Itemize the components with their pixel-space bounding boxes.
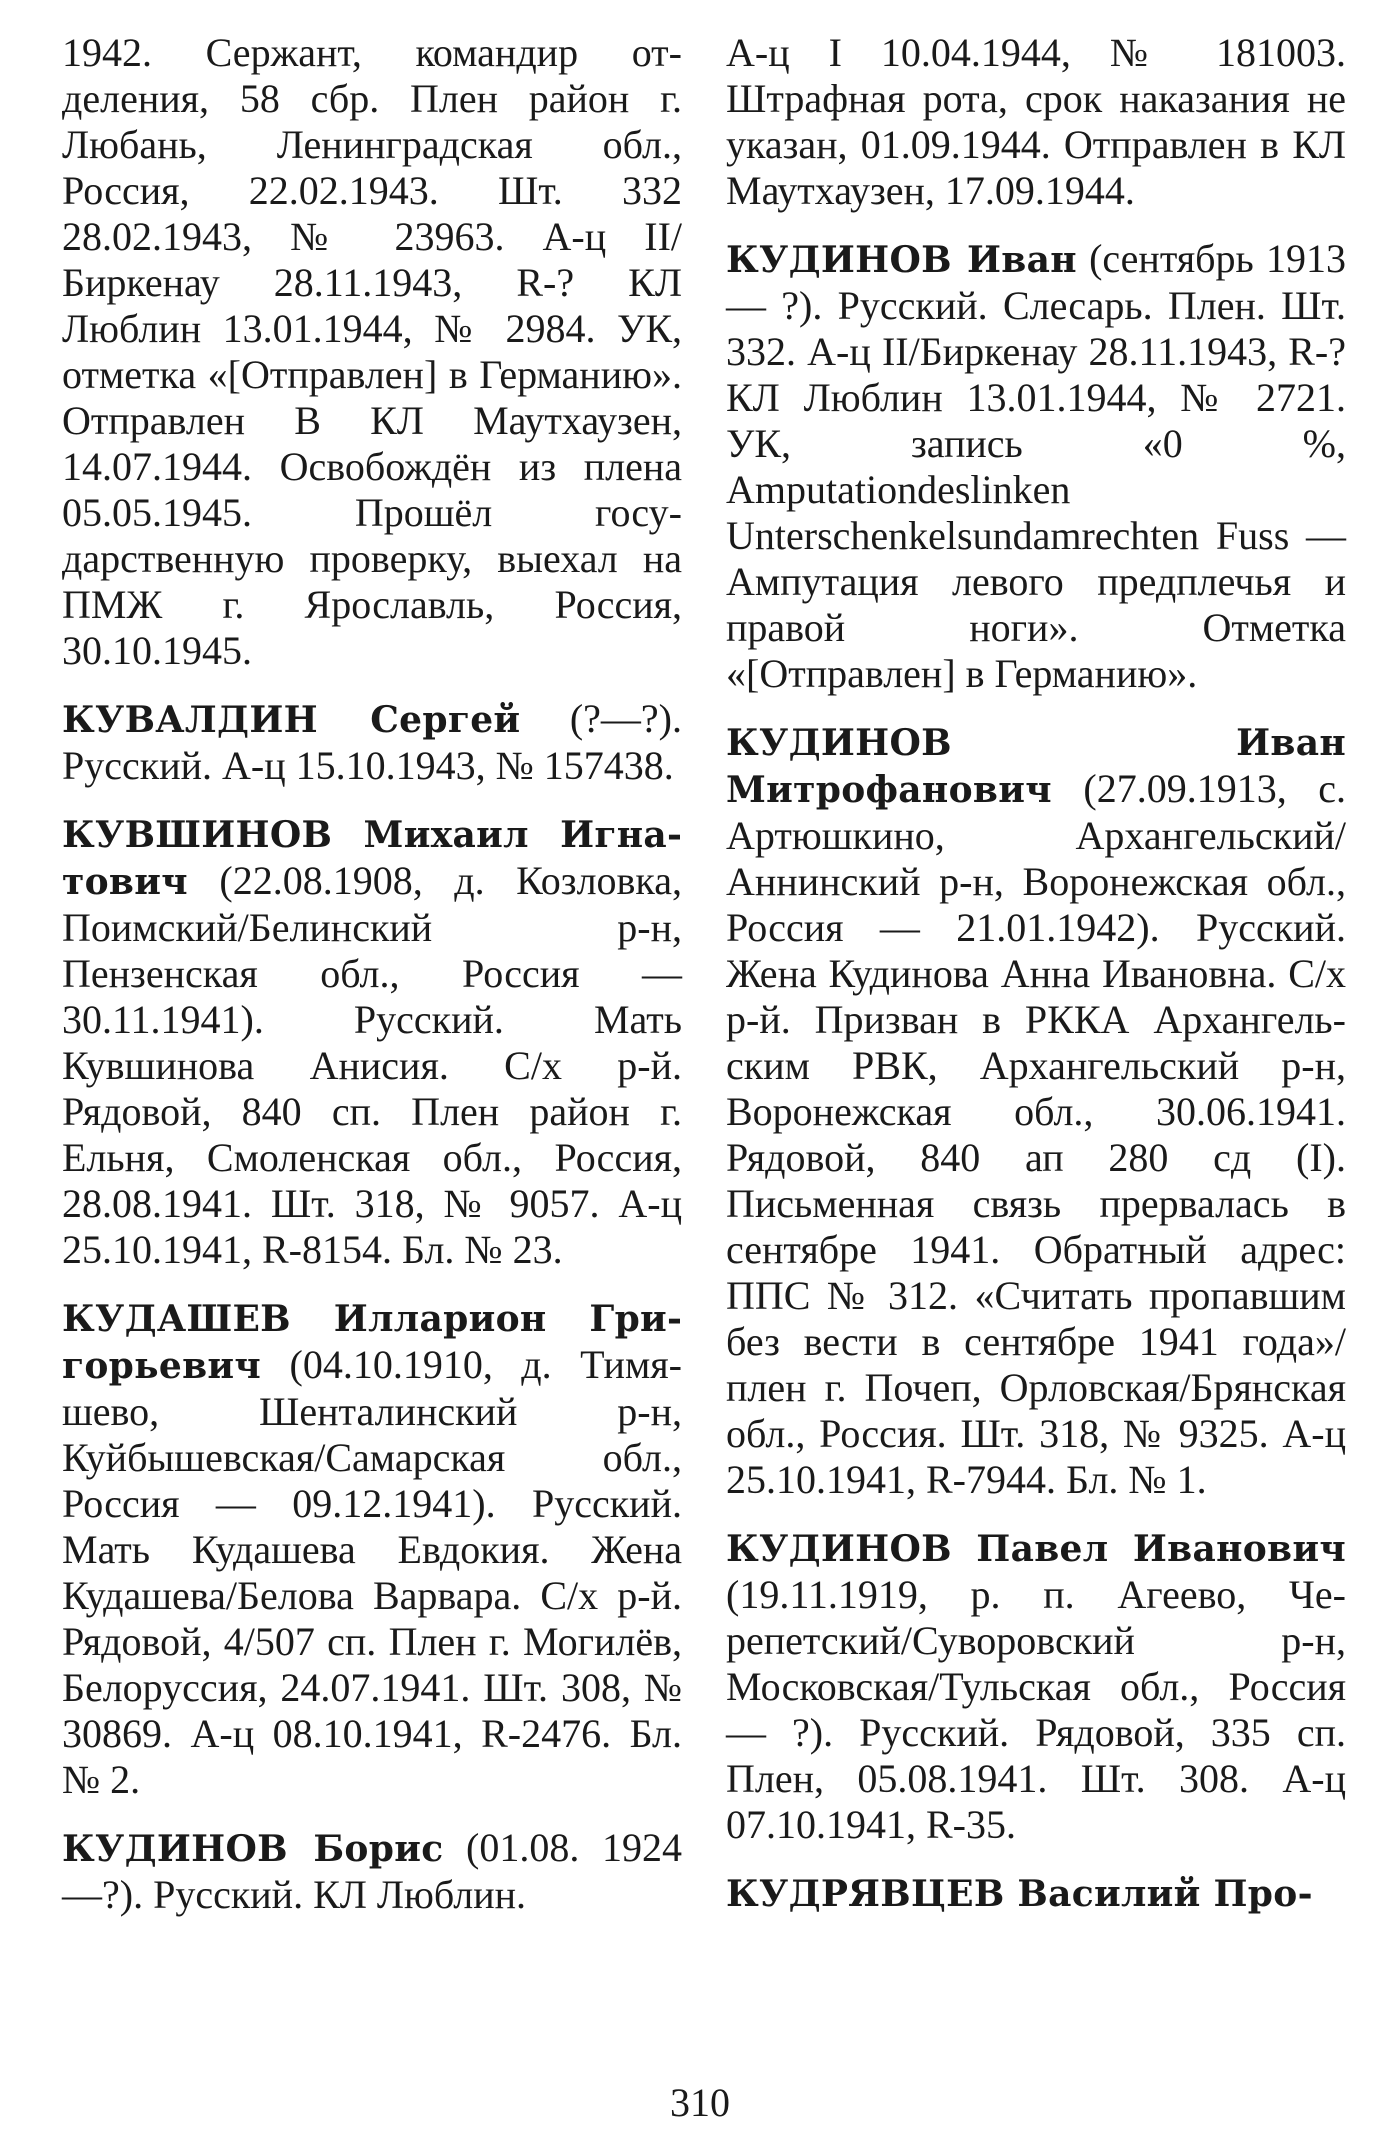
entry-name: КУДИНОВ Павел Иванович [726, 1528, 1346, 1570]
entry-kudinov-ivan-mitrofanovich [726, 719, 1346, 1503]
entry-name: КУДРЯВЦЕВ Василий Про- [726, 1873, 1313, 1915]
entry-name: КУВШИНОВ Михаил Игнатович [62, 814, 682, 903]
entry-kudinov-ivan [726, 236, 1346, 697]
entry-kudinov-boris [62, 1825, 682, 1918]
entry-text: (01.08. 1924—?). Русский. КЛ Люблин. [62, 1825, 682, 1917]
entry-text: А-ц I 10.04.1944, № 181003. Штрафная рота, срок наказания не указан, 01.09.1944. Отправлен в КЛ Маутхаузен, 17.09.1944. [726, 30, 1346, 213]
entry-text: (27.09.1913, с. Артюшкино, Архангельский/Аннинский р-н, Воронежская обл., Россия — 21.01.1942). Русский. Жена Кудинова Анна Ивановна. С/х р-й. Призван в РККА Архангельским РВК, Архангельский р-н, Воронежская обл., 30.06.1941. Рядовой, 840 ап 280 сд (I). Письменная связь прервалась в сентябре 1941. Обратный адрес: ППС № 312. «Считать пропавшим без вести в сентябре 1941 года»/плен г. Почеп, Орловская/Брянская обл., Россия. Шт. 318, № 9325. А-ц 25.10.1941, R-7944. Бл. № 1. [726, 766, 1346, 1502]
right-column [726, 30, 1346, 1939]
entry-name: КУВАЛДИН Сергей [62, 699, 521, 741]
entry-kudashev [62, 1295, 682, 1803]
entry-name: КУДИНОВ Борис [62, 1828, 444, 1870]
entry-kuvaldin [62, 696, 682, 789]
entry-kudryavtsev [726, 1870, 1346, 1917]
entry-kuvshinov [62, 811, 682, 1273]
entry-continuation [726, 30, 1346, 214]
left-column [62, 30, 682, 1940]
entry-text: (19.11.1919, р. п. Агеево, Черепетский/Суворовский р-н, Московская/Тульская обл., Россия — ?). Русский. Рядовой, 335 сп. Плен, 05.08.1941. Шт. 308. А-ц 07.10.1941, R-35. [726, 1572, 1346, 1847]
entry-text: 1942. Сержант, командир отделения, 58 сбр. Плен район г. Любань, Ленинградская обл., Россия, 22.02.1943. Шт. 332 28.02.1943, № 23963. А-ц II/ Биркенау 28.11.1943, R-? КЛ Люблин 13.01.1944, № 2984. УК, отметка «[Отправлен] в Германию». Отправлен В КЛ Маутхаузен, 14.07.1944. Освобождён из плена 05.05.1945. Прошёл государственную проверку, выехал на ПМЖ г. Ярославль, Россия, 30.10.1945. [62, 30, 682, 673]
entry-text: (?—?). Русский. А-ц 15.10.1943, № 157438. [62, 696, 682, 788]
entry-name: КУДИНОВ Иван [726, 239, 1077, 281]
page-number: 310 [670, 2080, 730, 2125]
entry-name: КУДИНОВ Иван Митрофанович [726, 722, 1346, 811]
entry-text: (04.10.1910, д. Тимяшево, Шенталинский р-н, Куйбышевская/Самарская обл., Россия — 09.12.1941). Русский. Мать Кудашева Евдокия. Жена Кудашева/Белова Варвара. С/х р-й. Рядовой, 4/507 сп. Плен г. Могилёв, Белоруссия, 24.07.1941. Шт. 308, № 30869. А-ц 08.10.1941, R-2476. Бл. № 2. [62, 1342, 682, 1802]
entry-continuation [62, 30, 682, 674]
entry-text: (сентябрь 1913 — ?). Русский. Слесарь. Плен. Шт. 332. А-ц II/Биркенау 28.11.1943, R-? КЛ Люблин 13.01.1944, № 2721. УК, запись «0 %, Amputationdeslinken Unterschenkelsundamrechten Fuss — Ампутация левого предплечья и правой ноги». Отметка «[Отправлен] в Германию». [726, 236, 1346, 696]
entry-name: КУДАШЕВ Илларион Григорьевич [62, 1298, 682, 1387]
entry-kudinov-pavel [726, 1525, 1346, 1848]
entry-text: (22.08.1908, д. Козловка, Поимский/Белинский р-н, Пензенская обл., Россия — 30.11.1941). Русский. Мать Кувшинова Анисия. С/х р-й. Рядовой, 840 сп. Плен район г. Ельня, Смоленская обл., Россия, 28.08.1941. Шт. 318, № 9057. А-ц 25.10.1941, R-8154. Бл. № 23. [62, 858, 682, 1272]
